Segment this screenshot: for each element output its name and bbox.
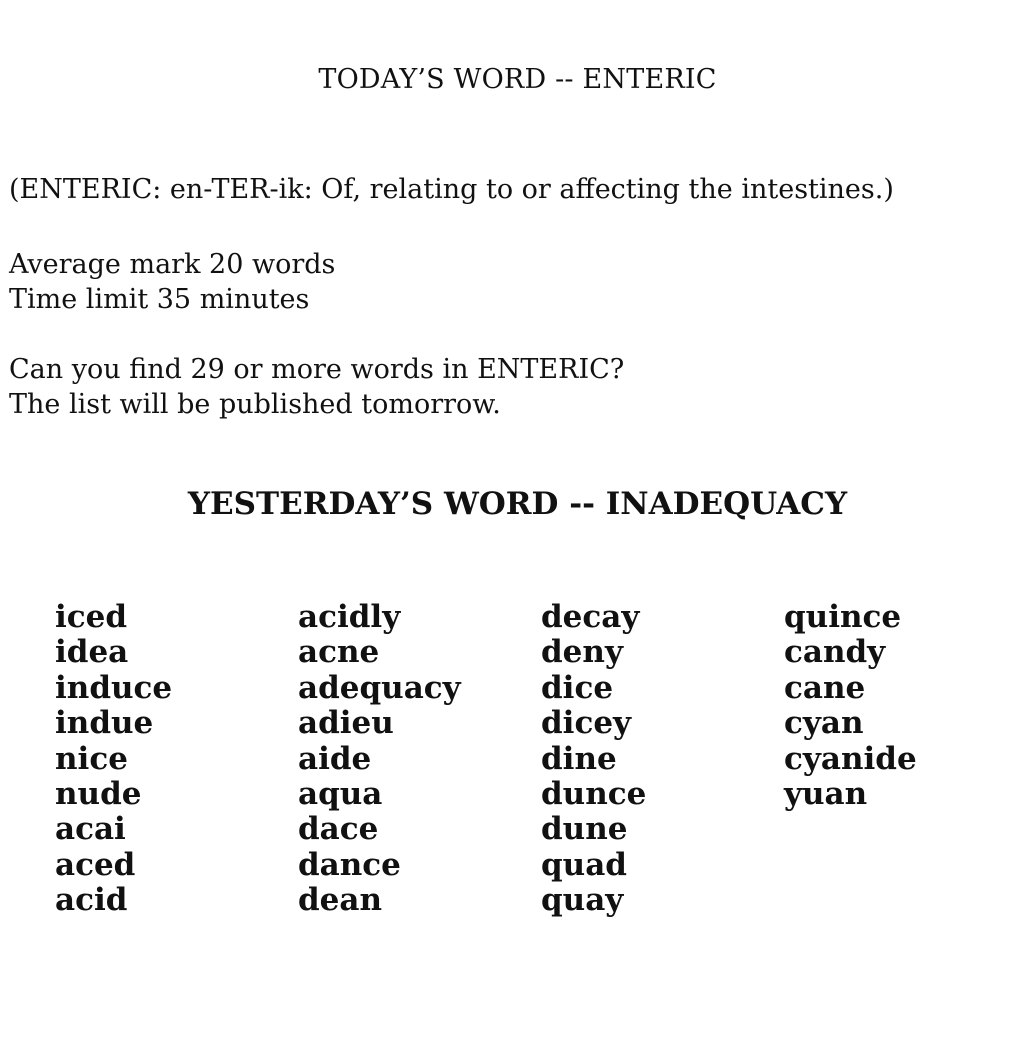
word-definition: (ENTERIC: en-TER-ik: Of, relating to or affecting the intestines.) bbox=[9, 174, 894, 205]
word-item: idea bbox=[55, 634, 129, 671]
word-item: deny bbox=[541, 634, 623, 671]
challenge-question: Can you find 29 or more words in ENTERIC? bbox=[9, 354, 625, 385]
word-item: yuan bbox=[784, 776, 868, 813]
word-item: iced bbox=[55, 599, 128, 635]
yesterdays-word-heading: YESTERDAY’S WORD -- INADEQUACY bbox=[187, 486, 848, 522]
word-item: quad bbox=[541, 846, 627, 883]
word-item: dace bbox=[298, 811, 379, 848]
word-item: acne bbox=[298, 634, 380, 671]
word-item: dicey bbox=[541, 705, 632, 742]
word-item: dunce bbox=[541, 776, 647, 813]
puzzle-stats bbox=[9, 247, 335, 317]
average-mark: Average mark 20 words bbox=[9, 249, 336, 280]
word-item: indue bbox=[55, 705, 154, 742]
todays-word-heading: TODAY’S WORD -- ENTERIC bbox=[318, 64, 717, 95]
word-item: dean bbox=[298, 882, 383, 919]
word-item: adieu bbox=[298, 705, 394, 742]
word-column bbox=[298, 600, 541, 919]
word-item: dune bbox=[541, 811, 628, 848]
challenge-text bbox=[9, 352, 624, 422]
word-item: decay bbox=[541, 599, 640, 635]
word-column bbox=[55, 600, 298, 919]
word-item: induce bbox=[55, 669, 173, 706]
word-item: acai bbox=[55, 811, 126, 848]
word-item: acid bbox=[55, 882, 128, 919]
word-column bbox=[541, 600, 784, 919]
word-item: cyan bbox=[784, 705, 864, 742]
word-item: nude bbox=[55, 776, 142, 813]
word-item: quince bbox=[784, 599, 902, 635]
word-item: cane bbox=[784, 669, 866, 706]
word-item: aced bbox=[55, 846, 136, 883]
word-list bbox=[55, 600, 1027, 919]
word-item: nice bbox=[55, 740, 128, 777]
word-item: candy bbox=[784, 634, 886, 671]
word-column bbox=[784, 600, 1027, 919]
word-item: dine bbox=[541, 740, 617, 777]
time-limit: Time limit 35 minutes bbox=[9, 284, 310, 315]
word-item: aide bbox=[298, 740, 372, 777]
word-item: dice bbox=[541, 669, 614, 706]
word-item: aqua bbox=[298, 776, 383, 813]
word-item: acidly bbox=[298, 599, 401, 635]
publish-note: The list will be published tomorrow. bbox=[9, 389, 501, 420]
word-item: quay bbox=[541, 882, 624, 919]
word-item: cyanide bbox=[784, 740, 917, 777]
word-item: dance bbox=[298, 846, 401, 883]
word-item: adequacy bbox=[298, 669, 461, 706]
